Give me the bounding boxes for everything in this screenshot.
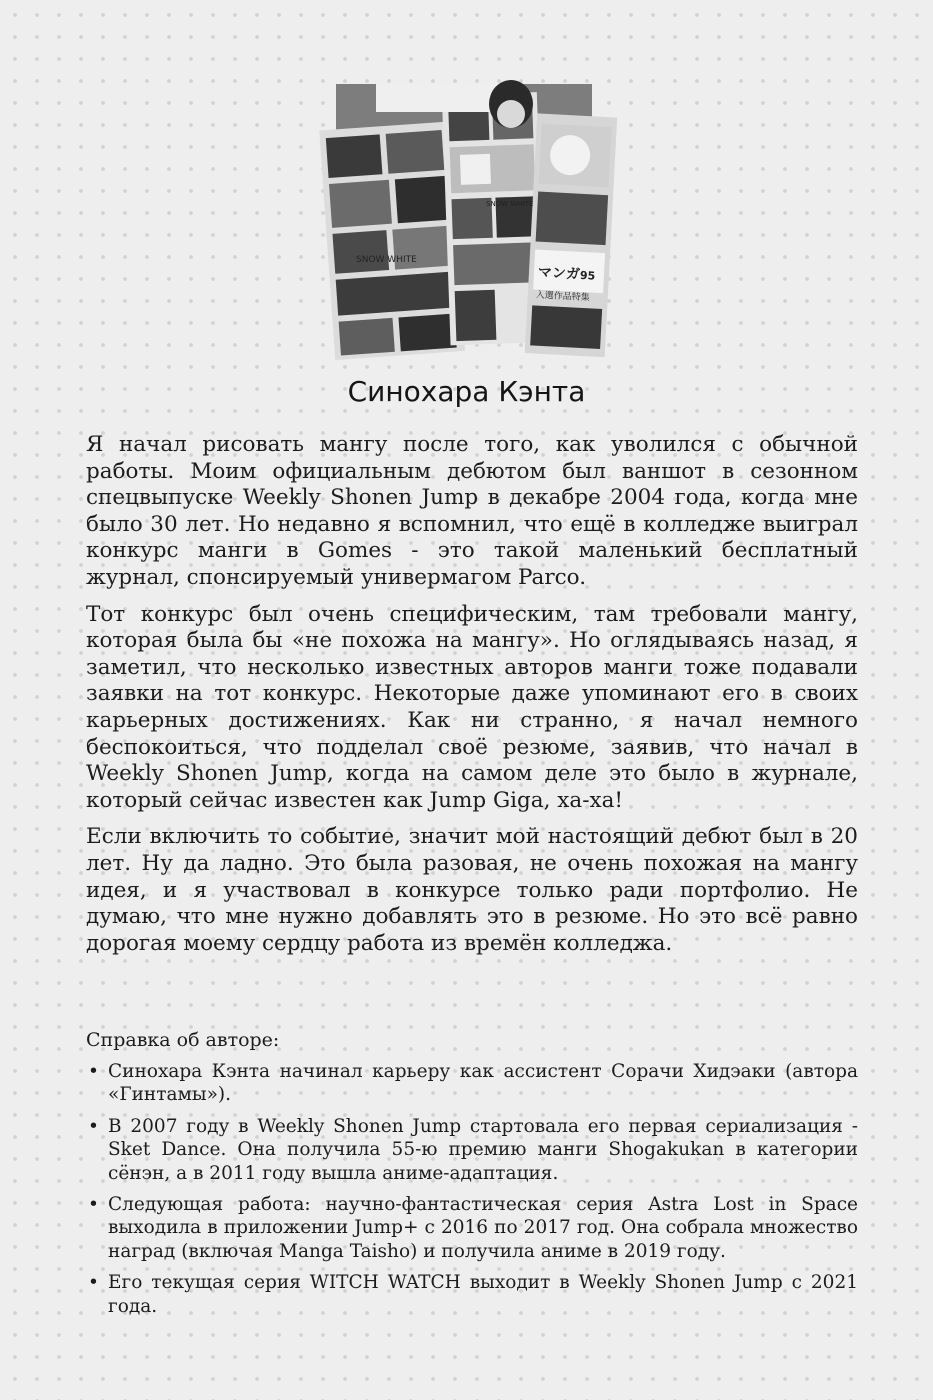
- bullet-icon: •: [88, 1115, 99, 1137]
- subtitle-text: 入選作品特集: [535, 290, 590, 304]
- bullet-icon: •: [88, 1194, 99, 1216]
- paragraph-1: Я начал рисовать мангу после того, как уволился с обычной работы. Моим официальным дебютом был ваншот в сезонном спецвыпуске Weekly Shonen Jump в декабре 2004 года, когда мне было 30 лет. Но недавно я вспомнил, что ещё в колледже выиграл конкурс манги в Gomes - это такой маленький бесплатный журнал, спонсируемый универмагом Parco.: [86, 432, 858, 590]
- issue-number-text: 95: [579, 268, 596, 283]
- bio-item-text: Его текущая серия WITCH WATCH выходит в Weekly Shonen Jump с 2021 года.: [108, 1272, 858, 1317]
- snow-white-label-1: SNOW WHITE: [486, 200, 534, 208]
- bio-list: [86, 1060, 858, 1318]
- paragraph-2: Тот конкурс был очень специфическим, там требовали мангу, которая была бы «не похожа на мангу». Но оглядываясь назад, я заметил, что несколько известных авторов манги тоже подавали заявки на тот конкурс. Некоторые даже упоминают его в своих карьерных достижениях. Как ни странно, я начал немного беспокоиться, что подделал своё резюме, заявив, что начал в Weekly Shonen Jump, когда на самом деле это было в журнале, который сейчас известен как Jump Giga, ха-ха!: [86, 601, 858, 813]
- bullet-icon: •: [88, 1061, 99, 1082]
- bio-item-text: Следующая работа: научно-фантастическая серия Astra Lost in Space выходила в приложении Jump+ с 2016 по 2017 год. Она собрала множество наград (включая Manga Taisho) и получила аниме в 2019 году.: [108, 1194, 858, 1262]
- snow-white-label-2: SNOW WHITE: [356, 255, 417, 265]
- bio-item: [86, 1060, 858, 1107]
- author-bio: [86, 1028, 858, 1326]
- bio-item: [86, 1271, 858, 1318]
- bio-item-text: Синохара Кэнта начинал карьеру как ассистент Сорачи Хидэаки (автора «Гинтамы»).: [108, 1061, 858, 1106]
- bullet-icon: •: [88, 1272, 99, 1294]
- magazine-photo-icon: [336, 84, 596, 340]
- magazine-photo: [336, 84, 596, 340]
- paragraph-3: Если включить то событие, значит мой настоящий дебют был в 20 лет. Ну да ладно. Это была разовая, не очень похожая на мангу идея, и я участвовал в конкурсе только ради портфолио. Не думаю, что мне нужно добавлять это в резюме. Но это всё равно дорогая моему сердцу работа из времён колледжа.: [86, 824, 858, 956]
- author-name: Синохара Кэнта: [347, 375, 586, 408]
- bio-item: [86, 1193, 858, 1263]
- bio-item-text: В 2007 году в Weekly Shonen Jump стартовала его первая сериализация - Sket Dance. Она получила 55-ю премию манги Shogakukan в категории сёнэн, а в 2011 году вышла аниме-адаптация.: [108, 1115, 858, 1184]
- bio-item: [86, 1115, 858, 1185]
- manga-logo-text: マンガ: [537, 264, 581, 283]
- main-text: [86, 432, 858, 967]
- bio-heading: Справка об авторе:: [86, 1029, 280, 1051]
